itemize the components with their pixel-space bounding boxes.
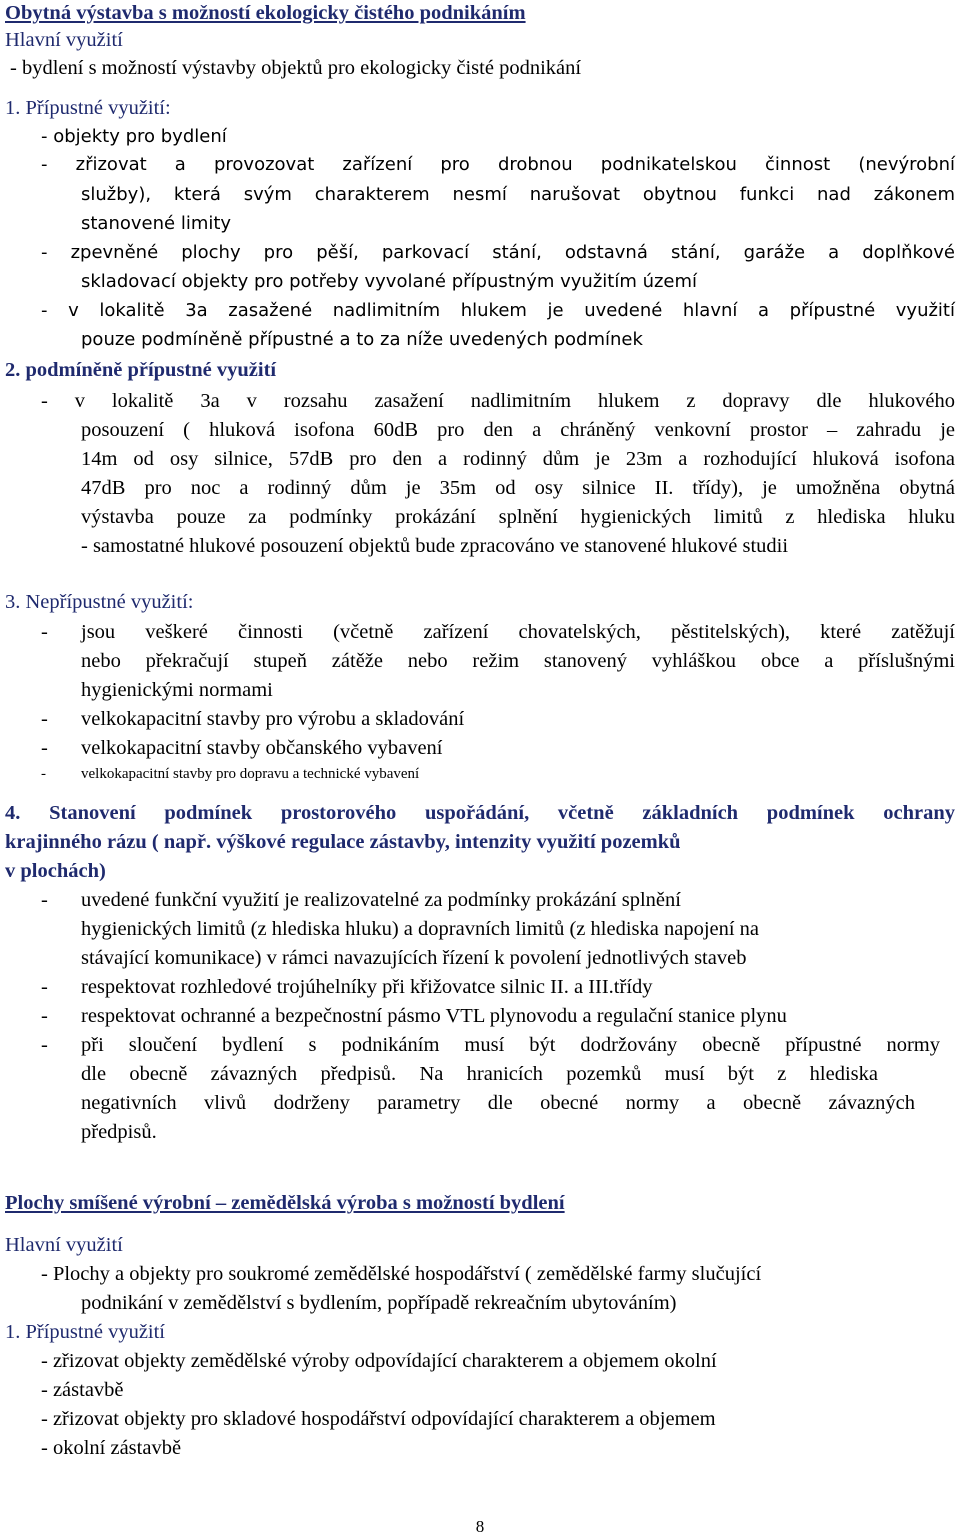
- main-use-heading: Hlavní využití: [5, 1234, 123, 1256]
- forbidden-line: velkokapacitní stavby občanského vybavení: [81, 737, 443, 759]
- permitted-line: - zřizovat objekty pro skladové hospodářství odpovídající charakterem a objemem: [41, 1408, 716, 1430]
- permitted-line: - zpevněné plochy pro pěší, parkovací stání, odstavná stání, garáže a doplňkové: [41, 242, 955, 263]
- section-title: Obytná výstavba s možností ekologicky čistého podnikáním: [5, 2, 526, 24]
- conditions-line: hygienických limitů (z hlediska hluku) a dopravních limitů (z hlediska napojení na: [81, 918, 760, 940]
- permitted-line: - zástavbě: [41, 1379, 124, 1401]
- permitted-line: - zřizovat objekty zemědělské výroby odpovídající charakterem a objemem okolní: [41, 1350, 717, 1372]
- conditional-line: - samostatné hlukové posouzení objektů bude zpracováno ve stanovené hlukové studii: [81, 535, 789, 557]
- permitted-line: služby), která svým charakterem nesmí narušovat obytnou funkci nad zákonem: [81, 184, 955, 205]
- forbidden-line: jsou veškeré činnosti (včetně zařízení chovatelských, pěstitelských), které zatěžují: [81, 621, 955, 643]
- conditions-heading: krajinného rázu ( např. výškové regulace zástavby, intenzity využití pozemků: [5, 831, 681, 853]
- permitted-line: - zřizovat a provozovat zařízení pro drobnou podnikatelskou činnost (nevýrobní: [41, 154, 955, 175]
- list-dash: -: [41, 976, 48, 998]
- permitted-heading: 1. Přípustné využití: [5, 1321, 166, 1343]
- conditions-heading: v plochách): [5, 860, 106, 882]
- conditions-line: při sloučení bydlení s podnikáním musí být dodržovány obecně přípustné normy: [81, 1034, 940, 1056]
- list-dash: -: [41, 766, 46, 782]
- list-dash: -: [41, 889, 48, 911]
- main-use-line: podnikání v zemědělství s bydlením, popřípadě rekreačním ubytováním): [81, 1292, 677, 1314]
- forbidden-line: hygienickými normami: [81, 679, 273, 701]
- conditions-line: negativních vlivů dodrženy parametry dle obecné normy a obecně závazných: [81, 1092, 915, 1114]
- main-use-item: - bydlení s možností výstavby objektů pro ekologicky čisté podnikání: [10, 57, 582, 79]
- conditions-line: uvedené funkční využití je realizovatelné za podmínky prokázání splnění: [81, 889, 681, 911]
- conditions-line: předpisů.: [81, 1121, 157, 1143]
- main-use-heading: Hlavní využití: [5, 29, 123, 51]
- list-dash: -: [41, 708, 48, 730]
- conditional-line: 47dB pro noc a rodinný dům je 35m od osy silnice II. třídy), je umožněna obytná: [81, 477, 955, 499]
- conditions-line: dle obecně závazných předpisů. Na hranicích pozemků musí být z hlediska: [81, 1063, 878, 1085]
- conditional-line: 14m od osy silnice, 57dB pro den a rodinný dům je 23m a rozhodující hluková isofona: [81, 448, 955, 470]
- list-dash: -: [41, 737, 48, 759]
- conditional-line: - v lokalitě 3a v rozsahu zasažení nadlimitním hlukem z dopravy dle hlukového: [41, 390, 955, 412]
- main-use-line: - Plochy a objekty pro soukromé zemědělské hospodářství ( zemědělské farmy slučující: [41, 1263, 762, 1285]
- conditional-heading: 2. podmíněně přípustné využití: [5, 359, 277, 381]
- conditions-line: respektovat rozhledové trojúhelníky při křižovatce silnic II. a III.třídy: [81, 976, 653, 998]
- permitted-line: pouze podmíněně přípustné a to za níže uvedených podmínek: [81, 329, 643, 350]
- section-title: Plochy smíšené výrobní – zemědělská výroba s možností bydlení: [5, 1192, 565, 1214]
- permitted-line: - objekty pro bydlení: [41, 126, 227, 147]
- list-dash: -: [41, 1034, 48, 1056]
- permitted-line: skladovací objekty pro potřeby vyvolané přípustným využitím území: [81, 271, 698, 292]
- list-dash: -: [41, 621, 48, 643]
- forbidden-heading: 3. Nepřípustné využití:: [5, 591, 194, 613]
- conditional-line: posouzení ( hluková isofona 60dB pro den a chráněný venkovní prostor – zahradu je: [81, 419, 955, 441]
- permitted-line: stanovené limity: [81, 213, 232, 234]
- conditions-line: respektovat ochranné a bezpečnostní pásmo VTL plynovodu a regulační stanice plynu: [81, 1005, 787, 1027]
- permitted-line: - v lokalitě 3a zasažené nadlimitním hlukem je uvedené hlavní a přípustné využití: [41, 300, 955, 321]
- forbidden-line: velkokapacitní stavby pro dopravu a technické vybavení: [81, 766, 420, 782]
- permitted-heading: 1. Přípustné využití:: [5, 97, 171, 119]
- page-number: 8: [475, 1517, 485, 1536]
- forbidden-line: nebo překračují stupeň zátěže nebo režim stanovený vyhláškou obce a příslušnými: [81, 650, 955, 672]
- conditional-line: výstavba pouze za podmínky prokázání splnění hygienických limitů z hlediska hluku: [81, 506, 955, 528]
- forbidden-line: velkokapacitní stavby pro výrobu a skladování: [81, 708, 465, 730]
- conditions-heading: 4. Stanovení podmínek prostorového uspořádání, včetně základních podmínek ochrany: [5, 802, 955, 824]
- conditions-line: stávající komunikace) v rámci navazujících řízení k povolení jednotlivých staveb: [81, 947, 747, 969]
- permitted-line: - okolní zástavbě: [41, 1437, 182, 1459]
- list-dash: -: [41, 1005, 48, 1027]
